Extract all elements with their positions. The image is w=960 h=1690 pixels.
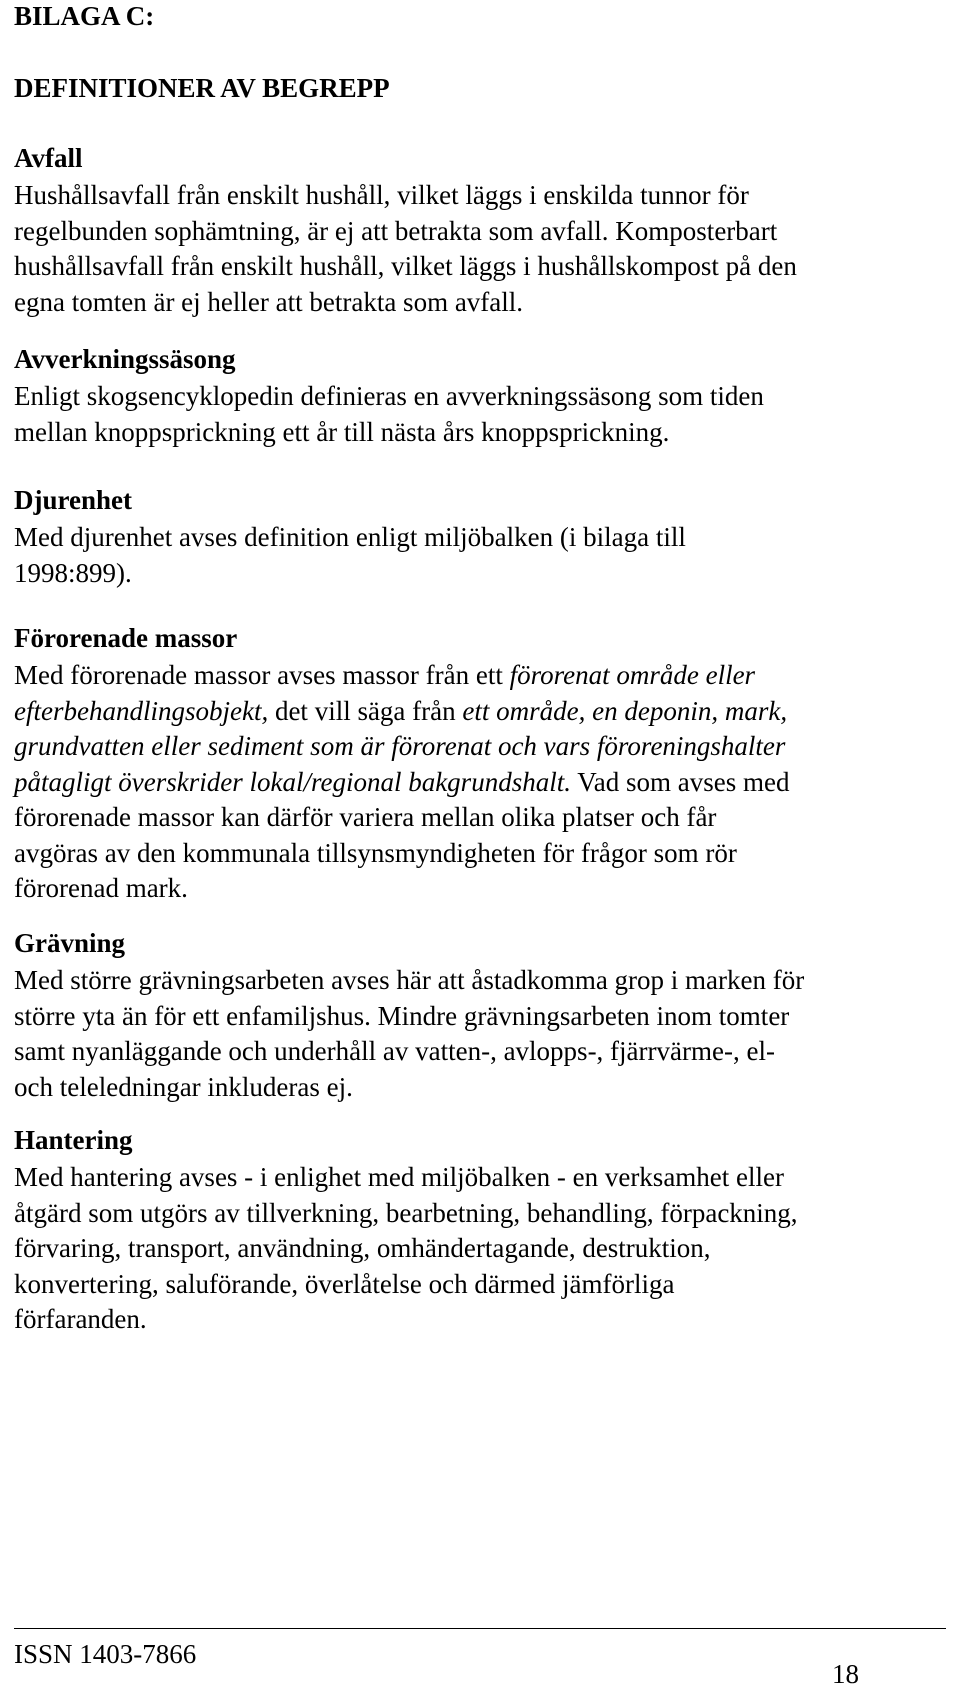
text-run: Med större grävningsarbeten avses här att åstadkomma grop i marken för — [14, 965, 805, 995]
text-line — [14, 520, 954, 556]
text-run: förfaranden. — [14, 1304, 147, 1334]
text-run: egna tomten är ej heller att betrakta som avfall. — [14, 286, 524, 317]
text-run: förvaring, transport, användning, omhändertagande, destruktion, — [14, 1233, 711, 1263]
definition-text — [14, 520, 954, 591]
definition-text — [14, 1160, 954, 1338]
text-line — [14, 214, 954, 250]
text-run: konvertering, saluförande, överlåtelse och därmed jämförliga — [14, 1268, 675, 1299]
text-line — [14, 729, 954, 765]
text-line — [14, 556, 954, 592]
definition-text — [14, 963, 954, 1105]
term-heading: Grävning — [14, 928, 126, 958]
term-heading: Djurenhet — [14, 485, 132, 515]
italic-text-run: påtagligt överskrider lokal/regional bakgrundshalt. — [14, 766, 571, 797]
text-line — [14, 765, 954, 801]
term-heading: Avverkningssäsong — [14, 344, 236, 374]
text-line — [14, 1196, 954, 1232]
text-line — [14, 1034, 954, 1070]
text-run: Hushållsavfall från enskilt hushåll, vilket läggs i enskilda tunnor för — [14, 180, 749, 210]
text-run: större yta än för ett enfamiljshus. Mindre grävningsarbeten inom tomter — [14, 1000, 790, 1031]
definition-hantering — [14, 1120, 954, 1338]
definition-text — [14, 379, 954, 450]
text-line — [14, 379, 954, 415]
definition-avverkningssasong — [14, 339, 954, 450]
term-heading: Förorenade massor — [14, 623, 238, 653]
text-run: Vad som avses med — [570, 766, 790, 797]
text-run: förorenade massor kan därför variera mellan olika platser och får — [14, 802, 717, 832]
italic-text-run: ett område, en deponin, mark, — [462, 695, 788, 726]
text-line — [14, 285, 954, 321]
text-run: och teleledningar inkluderas ej. — [14, 1071, 353, 1102]
text-run: 1998:899). — [14, 557, 132, 588]
term-heading: Avfall — [14, 143, 83, 173]
text-line — [14, 999, 954, 1035]
text-run: förorenad mark. — [14, 873, 188, 903]
footer-divider — [14, 1628, 946, 1629]
term-heading: Hantering — [14, 1125, 133, 1155]
text-line — [14, 871, 954, 907]
text-line — [14, 249, 954, 285]
text-line — [14, 415, 954, 451]
definition-avfall — [14, 138, 954, 320]
page-title: DEFINITIONER AV BEGREPP — [14, 73, 390, 103]
text-line — [14, 800, 954, 836]
text-line — [14, 836, 954, 872]
text-run: Med förorenade massor avses massor från ett — [14, 660, 510, 690]
definition-djurenhet — [14, 480, 954, 591]
italic-text-run: grundvatten eller sediment som är förorenat och vars föroreningshalter — [14, 731, 786, 761]
text-line — [14, 1160, 954, 1196]
definition-text — [14, 178, 954, 320]
text-line — [14, 963, 954, 999]
text-line — [14, 1302, 954, 1338]
text-line — [14, 1070, 954, 1106]
text-run: mellan knoppsprickning ett år till nästa års knoppsprickning. — [14, 416, 670, 447]
text-line — [14, 178, 954, 214]
text-run: samt nyanläggande och underhåll av vatten-, avlopps-, fjärrvärme-, el- — [14, 1036, 775, 1066]
italic-text-run: förorenat område eller — [509, 660, 756, 690]
text-run: åtgärd som utgörs av tillverkning, bearbetning, behandling, förpackning, — [14, 1197, 798, 1228]
text-run: Med hantering avses - i enlighet med miljöbalken - en verksamhet eller — [14, 1162, 785, 1192]
text-line — [14, 1231, 954, 1267]
italic-text-run: efterbehandlingsobjekt, — [14, 695, 269, 726]
definition-text — [14, 658, 954, 907]
text-run: regelbunden sophämtning, är ej att betrakta som avfall. Komposterbart — [14, 215, 778, 246]
text-line — [14, 694, 954, 730]
definition-gravning — [14, 923, 954, 1105]
text-run: avgöras av den kommunala tillsynsmyndigheten för frågor som rör — [14, 837, 737, 868]
appendix-label: BILAGA C: — [14, 1, 155, 31]
text-run: hushållsavfall från enskilt hushåll, vilket läggs i hushållskompost på den — [14, 251, 797, 281]
text-run: det vill säga från — [268, 695, 463, 726]
issn-number: ISSN 1403-7866 — [14, 1639, 197, 1669]
text-run: Enligt skogsencyklopedin definieras en avverkningssäsong som tiden — [14, 381, 764, 411]
text-run: Med djurenhet avses definition enligt miljöbalken (i bilaga till — [14, 522, 686, 552]
definition-fororenade-massor — [14, 618, 954, 907]
text-line — [14, 1267, 954, 1303]
text-line — [14, 658, 954, 694]
page-number: 18 — [832, 1659, 859, 1689]
